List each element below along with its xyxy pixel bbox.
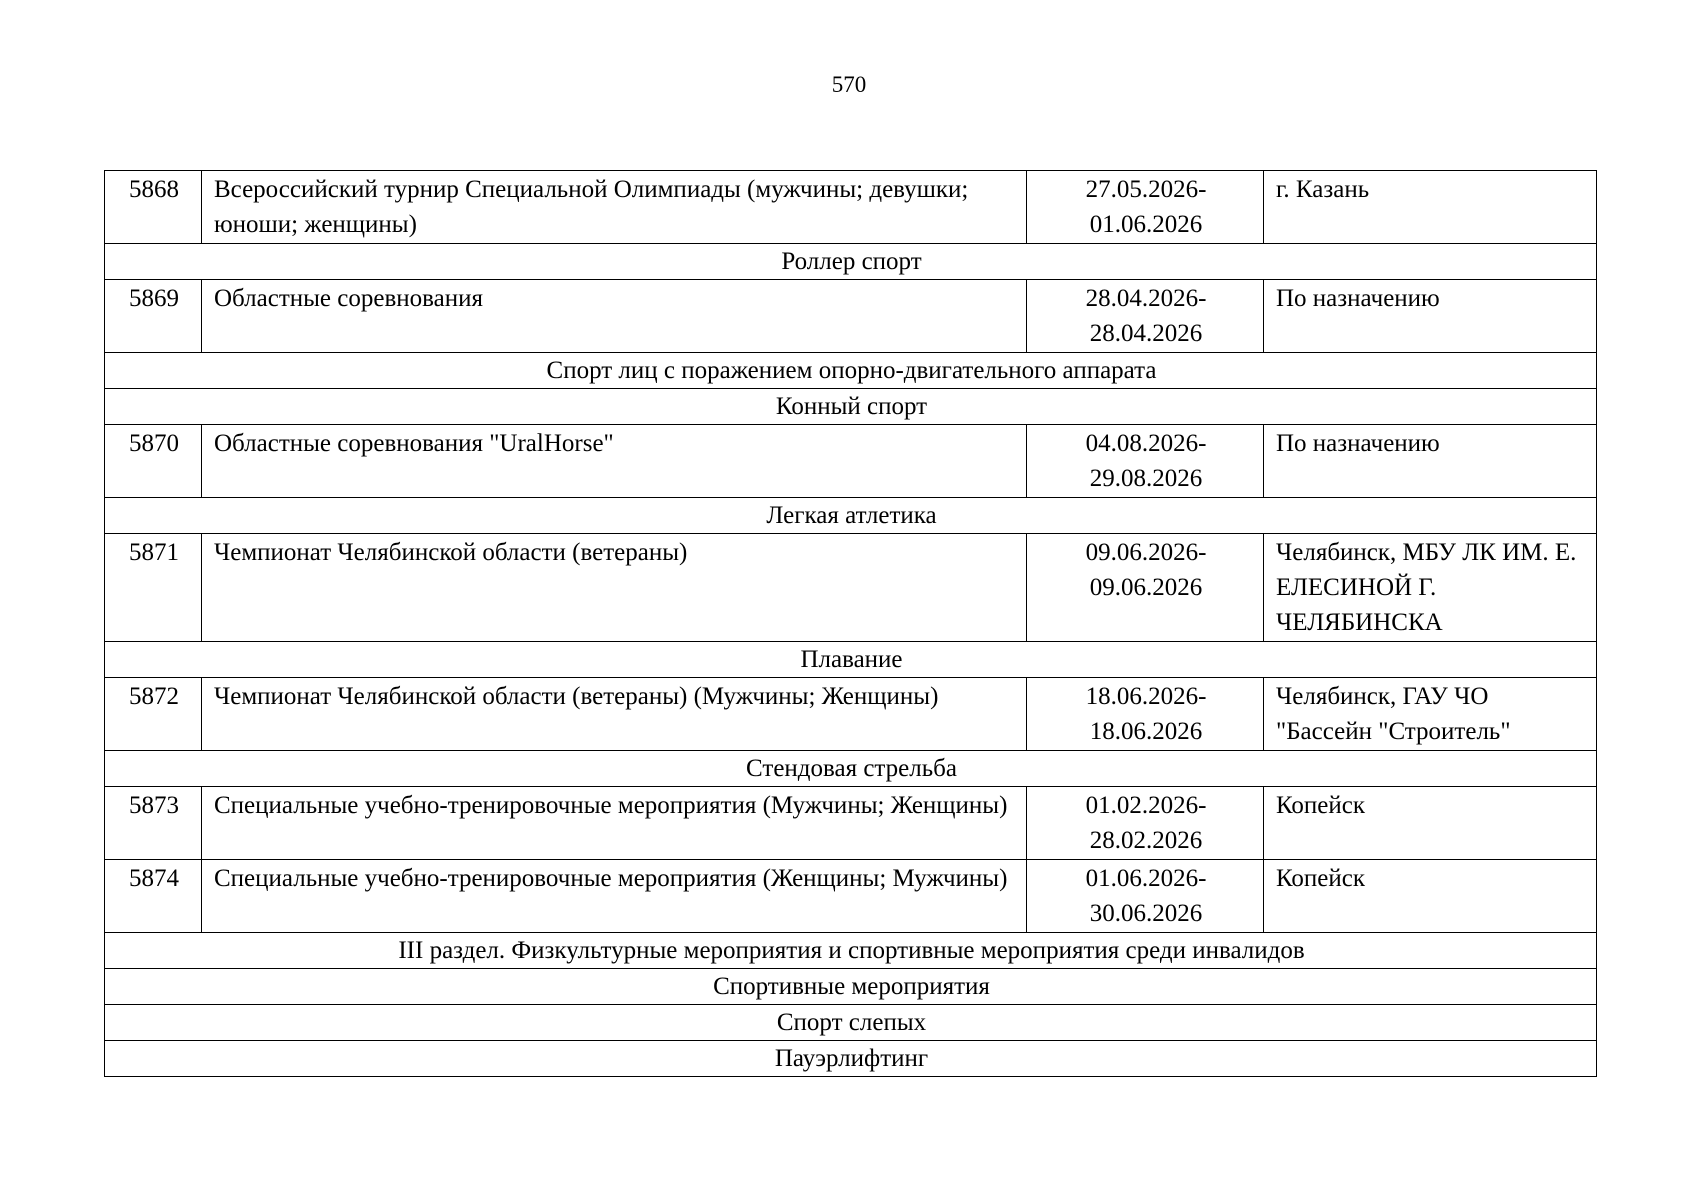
event-place: По назначению: [1264, 425, 1597, 498]
section-header: Конный спорт: [105, 389, 1597, 425]
section-header: Роллер спорт: [105, 244, 1597, 280]
date-from: 09.06.2026-: [1085, 539, 1207, 566]
event-dates: [1027, 171, 1264, 244]
section-header: Стендовая стрельба: [105, 751, 1597, 787]
section-header-row: [105, 353, 1597, 389]
table-row: [105, 678, 1597, 751]
event-number: 5868: [105, 171, 202, 244]
event-dates: [1027, 280, 1264, 353]
section-header-row: [105, 642, 1597, 678]
event-dates: [1027, 678, 1264, 751]
section-header: III раздел. Физкультурные мероприятия и спортивные мероприятия среди инвалидов: [105, 933, 1597, 969]
event-name: Областные соревнования "UralHorse": [202, 425, 1027, 498]
section-header-row: [105, 244, 1597, 280]
section-header-row: [105, 1005, 1597, 1041]
section-header: Спорт слепых: [105, 1005, 1597, 1041]
section-header: Плавание: [105, 642, 1597, 678]
event-name: Специальные учебно-тренировочные мероприятия (Женщины; Мужчины): [202, 860, 1027, 933]
table-row: [105, 280, 1597, 353]
date-from: 01.06.2026-: [1085, 865, 1207, 892]
section-header-row: [105, 498, 1597, 534]
event-dates: [1027, 534, 1264, 642]
event-place: г. Казань: [1264, 171, 1597, 244]
page-number: 570: [831, 72, 867, 97]
table-row: [105, 534, 1597, 642]
section-header: Пауэрлифтинг: [105, 1041, 1597, 1077]
event-place: Челябинск, ГАУ ЧО "Бассейн "Строитель": [1264, 678, 1597, 751]
event-name: Чемпионат Челябинской области (ветераны) (Мужчины; Женщины): [202, 678, 1027, 751]
section-header-row: [105, 969, 1597, 1005]
event-name: Областные соревнования: [202, 280, 1027, 353]
event-number: 5873: [105, 787, 202, 860]
event-place: Копейск: [1264, 787, 1597, 860]
table-row: [105, 425, 1597, 498]
section-header: Спорт лиц с поражением опорно-двигательного аппарата: [105, 353, 1597, 389]
event-name: Всероссийский турнир Специальной Олимпиады (мужчины; девушки; юноши; женщины): [202, 171, 1027, 244]
section-header: Спортивные мероприятия: [105, 969, 1597, 1005]
events-table: [104, 170, 1597, 1077]
event-dates: [1027, 860, 1264, 933]
event-name: Специальные учебно-тренировочные мероприятия (Мужчины; Женщины): [202, 787, 1027, 860]
event-dates: [1027, 787, 1264, 860]
date-to: 09.06.2026: [1089, 574, 1203, 601]
event-name: Чемпионат Челябинской области (ветераны): [202, 534, 1027, 642]
section-header-row: [105, 751, 1597, 787]
date-from: 18.06.2026-: [1085, 683, 1207, 710]
date-from: 27.05.2026-: [1085, 176, 1207, 203]
event-number: 5871: [105, 534, 202, 642]
date-to: 28.04.2026: [1089, 320, 1203, 347]
date-from: 01.02.2026-: [1085, 792, 1207, 819]
date-from: 28.04.2026-: [1085, 285, 1207, 312]
event-number: 5874: [105, 860, 202, 933]
date-to: 29.08.2026: [1089, 465, 1203, 492]
section-header-row: [105, 1041, 1597, 1077]
table-row: [105, 787, 1597, 860]
event-number: 5872: [105, 678, 202, 751]
event-number: 5869: [105, 280, 202, 353]
date-to: 18.06.2026: [1089, 718, 1203, 745]
date-to: 28.02.2026: [1089, 827, 1203, 854]
date-to: 01.06.2026: [1089, 211, 1203, 238]
event-place: Челябинск, МБУ ЛК ИМ. Е. ЕЛЕСИНОЙ Г. ЧЕЛЯБИНСКА: [1264, 534, 1597, 642]
section-header-row: [105, 389, 1597, 425]
date-from: 04.08.2026-: [1085, 430, 1207, 457]
event-dates: [1027, 425, 1264, 498]
table-row: [105, 171, 1597, 244]
table-row: [105, 860, 1597, 933]
event-place: По назначению: [1264, 280, 1597, 353]
event-place: Копейск: [1264, 860, 1597, 933]
date-to: 30.06.2026: [1089, 900, 1203, 927]
section-header-row: [105, 933, 1597, 969]
event-number: 5870: [105, 425, 202, 498]
section-header: Легкая атлетика: [105, 498, 1597, 534]
